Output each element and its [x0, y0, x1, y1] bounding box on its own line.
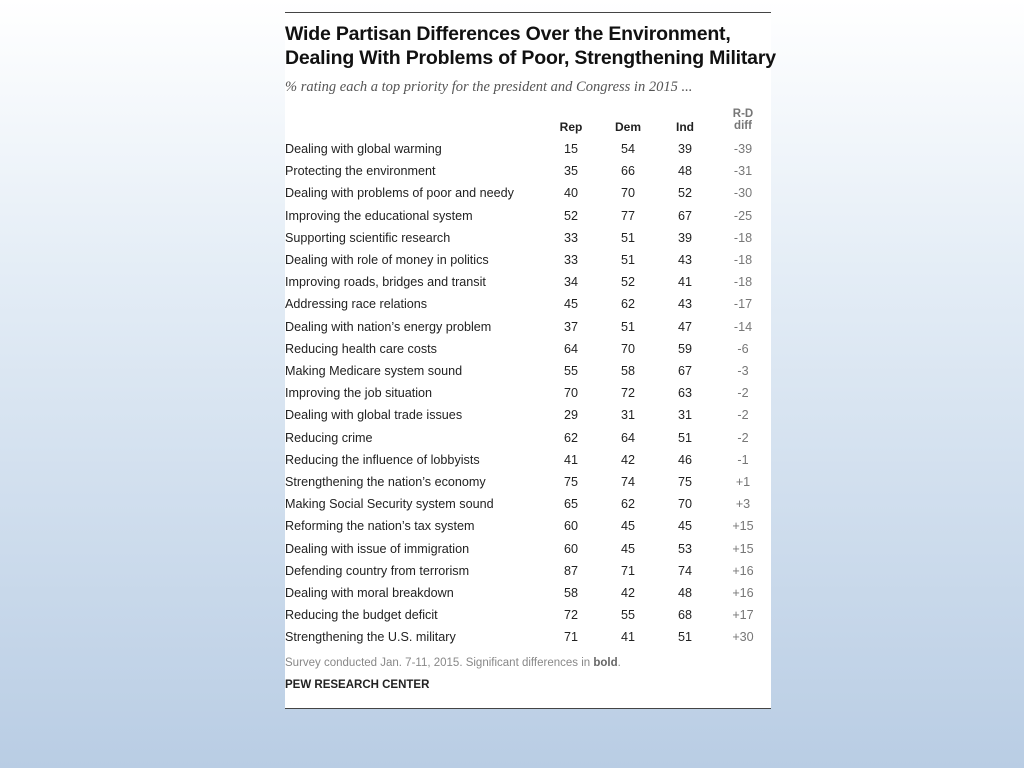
cell-diff: +30 — [732, 630, 754, 645]
row-label: Dealing with global trade issues — [285, 408, 463, 423]
cell-rep: 34 — [563, 275, 578, 290]
column-header-diff-line-1: R-D — [732, 108, 754, 120]
cell-dem: 64 — [620, 430, 635, 445]
cell-dem: 51 — [620, 230, 635, 245]
cell-rep: 52 — [563, 208, 578, 223]
cell-rep: 41 — [563, 452, 578, 467]
table-row — [285, 629, 771, 651]
cell-diff: -25 — [733, 208, 753, 223]
row-label: Reducing crime — [285, 430, 373, 445]
row-label: Reforming the nation’s tax system — [285, 519, 475, 534]
cell-diff: -2 — [737, 386, 749, 401]
cell-ind: 70 — [677, 497, 692, 512]
chart-card — [285, 12, 776, 709]
cell-dem: 70 — [620, 186, 635, 201]
table-row — [285, 230, 771, 252]
row-label: Reducing the budget deficit — [285, 608, 438, 623]
cell-ind: 48 — [677, 164, 692, 179]
cell-ind: 46 — [677, 452, 692, 467]
cell-ind: 41 — [677, 275, 692, 290]
cell-dem: 62 — [620, 297, 635, 312]
table-row — [285, 163, 771, 185]
table-row — [285, 208, 771, 230]
table-row — [285, 407, 771, 429]
cell-diff: -18 — [733, 253, 753, 267]
cell-ind: 39 — [677, 142, 692, 156]
cell-rep: 33 — [563, 230, 578, 245]
table-row — [285, 563, 771, 585]
cell-ind: 74 — [677, 563, 692, 578]
row-label: Protecting the environment — [285, 164, 436, 179]
cell-diff: -18 — [733, 230, 753, 245]
table-row — [285, 385, 771, 407]
row-label: Dealing with problems of poor and needy — [285, 186, 514, 201]
cell-dem: 45 — [620, 519, 635, 534]
row-label: Making Social Security system sound — [285, 497, 494, 512]
cell-diff: -1 — [737, 452, 749, 467]
column-header-diff-line-2: diff — [734, 120, 752, 132]
cell-ind: 51 — [677, 430, 692, 445]
brand-label: PEW RESEARCH CENTER — [285, 679, 430, 691]
cell-ind: 67 — [677, 364, 692, 378]
table-row — [285, 141, 771, 163]
cell-rep: 71 — [563, 630, 578, 645]
cell-diff: -30 — [733, 186, 753, 201]
cell-diff: -2 — [737, 430, 749, 445]
cell-rep: 60 — [563, 541, 578, 556]
row-label: Making Medicare system sound — [285, 364, 463, 378]
cell-rep: 75 — [563, 475, 578, 489]
cell-dem: 62 — [620, 497, 635, 512]
cell-dem: 71 — [620, 563, 635, 578]
cell-rep: 58 — [563, 586, 578, 600]
cell-diff: +17 — [732, 608, 754, 623]
cell-ind: 39 — [677, 230, 692, 245]
row-label: Addressing race relations — [285, 297, 428, 312]
table-row — [285, 518, 771, 540]
cell-rep: 55 — [563, 364, 578, 378]
table-row — [285, 474, 771, 496]
cell-rep: 35 — [563, 164, 578, 179]
cell-ind: 68 — [677, 608, 692, 623]
cell-dem: 58 — [620, 364, 635, 378]
column-header-dem: Dem — [614, 120, 641, 134]
table-row — [285, 363, 771, 385]
cell-rep: 64 — [563, 341, 578, 356]
cell-rep: 29 — [563, 408, 578, 423]
cell-ind: 47 — [677, 319, 692, 334]
table-row — [285, 585, 771, 607]
table-row — [285, 341, 771, 363]
chart-title-line-1: Wide Partisan Differences Over the Environment, — [285, 23, 731, 45]
cell-ind: 45 — [677, 519, 692, 534]
row-label: Dealing with moral breakdown — [285, 586, 454, 600]
cell-ind: 43 — [677, 297, 692, 312]
chart-title-line-2: Dealing With Problems of Poor, Strengthening Military — [285, 47, 776, 69]
cell-diff: -6 — [737, 341, 749, 356]
row-label: Reducing health care costs — [285, 341, 437, 356]
cell-dem: 51 — [620, 319, 635, 334]
cell-rep: 87 — [563, 563, 578, 578]
cell-dem: 52 — [620, 275, 635, 290]
table-row — [285, 319, 771, 341]
cell-diff: -2 — [737, 408, 749, 423]
cell-ind: 48 — [677, 586, 692, 600]
cell-rep: 62 — [563, 430, 578, 445]
cell-ind: 75 — [677, 475, 692, 489]
cell-diff: +16 — [732, 563, 754, 578]
column-header-diff — [723, 108, 763, 132]
cell-dem: 41 — [620, 630, 635, 645]
cell-dem: 51 — [620, 253, 635, 267]
chart-title — [285, 22, 776, 70]
row-label: Dealing with global warming — [285, 142, 442, 156]
cell-dem: 70 — [620, 341, 635, 356]
source-note — [285, 657, 621, 669]
cell-diff: +1 — [735, 475, 751, 489]
cell-diff: -14 — [733, 319, 753, 334]
cell-rep: 45 — [563, 297, 578, 312]
cell-dem: 72 — [620, 386, 635, 401]
cell-ind: 43 — [677, 253, 692, 267]
cell-dem: 31 — [620, 408, 635, 423]
cell-diff: +16 — [732, 586, 754, 600]
cell-rep: 33 — [563, 253, 578, 267]
table-row — [285, 185, 771, 207]
cell-dem: 74 — [620, 475, 635, 489]
row-label: Dealing with nation’s energy problem — [285, 319, 492, 334]
cell-diff: -39 — [733, 142, 753, 156]
table-row — [285, 296, 771, 318]
column-header-rep: Rep — [559, 120, 583, 134]
row-label: Strengthening the nation’s economy — [285, 475, 486, 489]
cell-diff: +15 — [732, 541, 754, 556]
table-row — [285, 252, 771, 274]
cell-ind: 59 — [677, 341, 692, 356]
row-label: Supporting scientific research — [285, 230, 451, 245]
table-row — [285, 496, 771, 518]
source-note-end: . — [617, 657, 621, 669]
cell-ind: 53 — [677, 541, 692, 556]
cell-dem: 42 — [620, 586, 635, 600]
cell-ind: 63 — [677, 386, 692, 401]
cell-ind: 67 — [677, 208, 692, 223]
cell-rep: 37 — [563, 319, 578, 334]
table-row — [285, 607, 771, 629]
cell-dem: 77 — [620, 208, 635, 223]
table-row — [285, 430, 771, 452]
column-header-ind: Ind — [676, 120, 694, 134]
table-row — [285, 541, 771, 563]
cell-dem: 66 — [620, 164, 635, 179]
row-label: Dealing with role of money in politics — [285, 253, 489, 267]
cell-rep: 65 — [563, 497, 578, 512]
cell-rep: 40 — [563, 186, 578, 201]
source-note-text: Survey conducted Jan. 7-11, 2015. Significant differences in — [285, 657, 594, 669]
cell-dem: 54 — [620, 142, 635, 156]
cell-ind: 31 — [677, 408, 692, 423]
table-row — [285, 274, 771, 296]
row-label: Improving the job situation — [285, 386, 433, 401]
source-note-bold: bold — [593, 657, 618, 669]
cell-rep: 60 — [563, 519, 578, 534]
cell-diff: -18 — [733, 275, 753, 290]
cell-diff: +3 — [735, 497, 751, 512]
row-label: Dealing with issue of immigration — [285, 541, 470, 556]
row-label: Reducing the influence of lobbyists — [285, 452, 480, 467]
cell-dem: 45 — [620, 541, 635, 556]
row-label: Improving roads, bridges and transit — [285, 275, 486, 290]
cell-rep: 72 — [563, 608, 578, 623]
cell-ind: 52 — [677, 186, 692, 201]
cell-ind: 51 — [677, 630, 692, 645]
cell-rep: 15 — [563, 142, 578, 156]
cell-diff: +15 — [732, 519, 754, 534]
cell-diff: -17 — [733, 297, 753, 312]
table-row — [285, 452, 771, 474]
cell-dem: 42 — [620, 452, 635, 467]
cell-dem: 55 — [620, 608, 635, 623]
row-label: Strengthening the U.S. military — [285, 630, 456, 645]
row-label: Defending country from terrorism — [285, 563, 470, 578]
cell-rep: 70 — [563, 386, 578, 401]
cell-diff: -3 — [737, 364, 749, 378]
cell-diff: -31 — [733, 164, 753, 179]
chart-subtitle: % rating each a top priority for the president and Congress in 2015 ... — [285, 79, 693, 95]
row-label: Improving the educational system — [285, 208, 473, 223]
